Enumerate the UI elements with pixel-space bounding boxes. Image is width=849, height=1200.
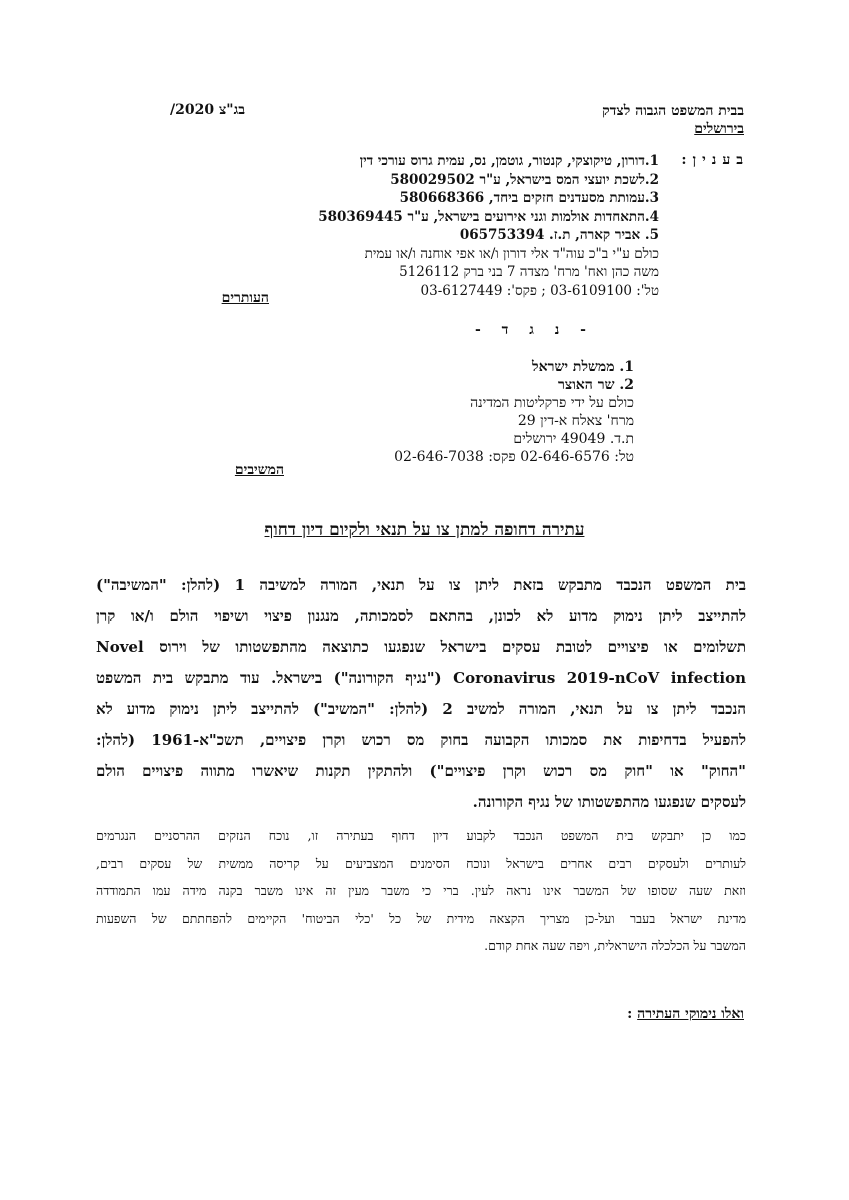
respondent-rep-line: ת.ד. 49049 ירושלים — [513, 431, 634, 447]
respondents-block — [394, 358, 634, 466]
petitioners-block — [318, 152, 659, 300]
respondents-label: המשיבים — [234, 462, 284, 478]
paragraph-line: להתייצב ליתן נימוק מדוע לא לכונן, בהתאם לסמכותה, מנגנון פיצוי ושיפוי הולם ו/או קרן — [96, 607, 746, 625]
petition-title: עתירה דחופה למתן צו על תנאי ולקיום דיון דחוף — [264, 520, 585, 540]
paragraph-line: Coronavirus 2019-nCoV infection ("נגיף הקורונה") בישראל. עוד מתבקש בית המשפט — [96, 669, 746, 687]
court-name — [602, 102, 744, 138]
paragraph-line: בית המשפט הנכבד מתבקש בזאת ליתן צו על תנאי, המורה למשיבה 1 (להלן: "המשיבה") — [96, 576, 746, 594]
respondent-line: 1. ממשלת ישראל — [532, 359, 634, 375]
petitioners-label: העותרים — [221, 290, 269, 306]
petitioner-rep-line: כולם ע"י ב"כ עוה"ד אלי דורון ו/או אפי אוחנה ו/או עמית — [364, 245, 659, 262]
paragraph-line: להפעיל בדחיפות את סמכותו הקבועה בחוק מס רכוש וקרן פיצויים, תשכ"א-1961 (להלן: — [96, 731, 747, 749]
paragraph-requested-orders — [96, 570, 746, 818]
grounds-heading — [627, 1006, 744, 1023]
court-line-1: בבית המשפט הגבוה לצדק — [602, 103, 744, 119]
paragraph-line: וזאת שעה שסופו של המשבר אינו נראה לעין. ברי כי משבר מעין זה אינו משבר בקנה מידה עמו התמודדה — [96, 883, 746, 898]
paragraph-line: תשלומים או פיצויים לטובת עסקים בישראל שנפגעו כתוצאה מהתפשטותו של וירוס Novel — [96, 638, 746, 656]
petitioner-line: 4.התאחדות אולמות וגני אירועים בישראל, ע"ר 580369445 — [318, 208, 659, 225]
respondent-line: 2. שר האוצר — [558, 377, 634, 393]
paragraph-line: לעסקים שנפגעו מהתפשטותו של נגיף הקורונה. — [472, 793, 746, 811]
grounds-label: ואלו נימוקי העתירה — [637, 1006, 744, 1022]
paragraph-line: לעותרים ולעסקים רבים אחרים בישראל ונוכח הסימנים המצביעים על קריסה ממשית של עסקים רבים, — [96, 855, 746, 871]
paragraph-line: כמו כן יתבקש בית המשפט הנכבד לקבוע דיון דחוף בעתירה זו, נוכח הנזקים ההרסניים הנגרמים — [96, 828, 746, 843]
versus-divider: - נ ג ד - — [474, 322, 594, 338]
petitioner-rep-line: משה כהן ואח' מרח' מצדה 7 בני ברק 5126112 — [399, 264, 659, 280]
re-label: בענין: — [681, 152, 749, 168]
petitioner-rep-line: טל': 03-6109100 ; פקס': 03-6127449 — [420, 282, 659, 299]
court-line-2: בירושלים — [694, 121, 744, 137]
case-number: בג"צ 2020/ — [170, 102, 245, 118]
respondent-rep-line: כולם על ידי פרקליטות המדינה — [470, 395, 634, 411]
petitioner-line: 3.עמותת מסעדנים חזקים ביחד, 580668366 — [399, 190, 659, 206]
paragraph-urgent-hearing — [96, 822, 746, 960]
paragraph-line: "החוק" או "חוק מס רכוש וקרן פיצויים") ולהתקין תקנות שיאשרו מתווה פיצויים הולם — [96, 762, 746, 780]
petitioner-line: 5. אביר קארה, ת.ז. 065753394 — [459, 227, 659, 243]
respondent-rep-line: טל: 02-646-6576 פקס: 02-646-7038 — [394, 449, 634, 465]
paragraph-line: מדינת ישראל בעבר ועל-כן מצריך הקצאה מידית של כל 'כלי הביטוח' הקיימים להפחתתם של השפעות — [96, 910, 746, 926]
paragraph-line: המשבר על הכלכלה הישראלית, ויפה שעה אחת קודם. — [484, 938, 746, 953]
respondent-rep-line: מרח' צאלח א-דין 29 — [517, 413, 634, 429]
paragraph-line: הנכבד ליתן צו על תנאי, המורה למשיב 2 (להלן: "המשיב") להתייצב ליתן נימוק מדוע לא — [96, 700, 746, 718]
grounds-colon: : — [627, 1006, 633, 1022]
petitioner-line: 1.דורון, טיקוצקי, קנטור, גוטמן, נס, עמית גרוס עורכי דין — [359, 153, 659, 169]
petitioner-line: 2.לשכת יועצי המס בישראל, ע"ר 580029502 — [390, 171, 659, 188]
